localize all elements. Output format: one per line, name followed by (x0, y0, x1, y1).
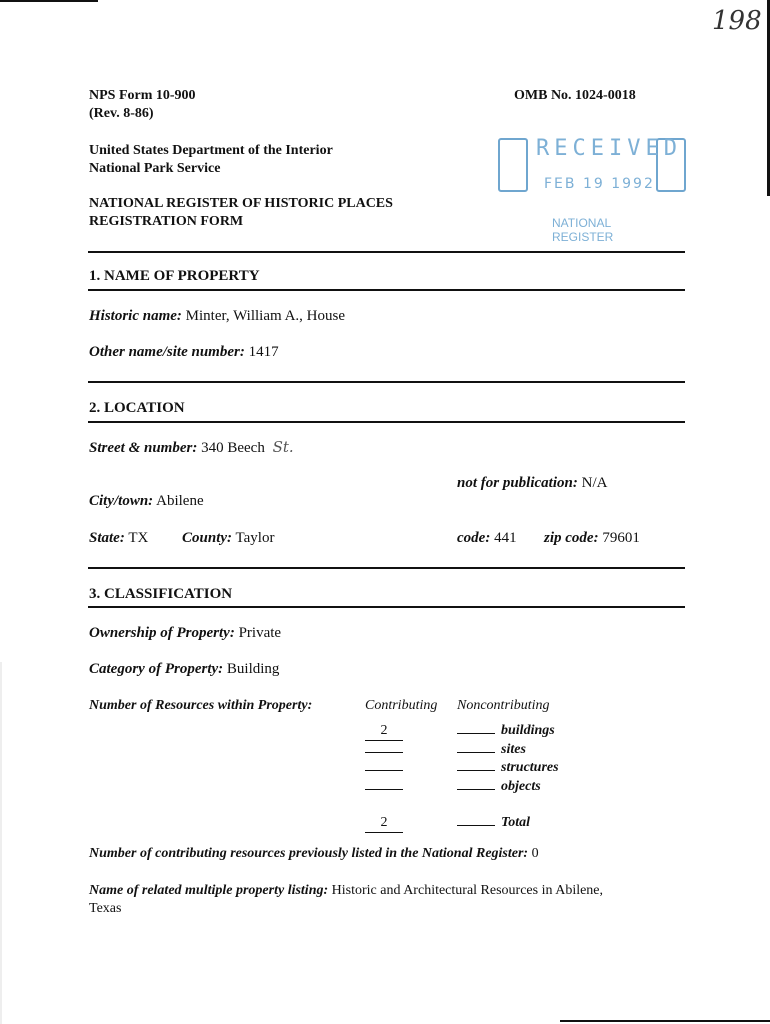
scan-edge-bottom (560, 1020, 770, 1022)
stamp-register-line1: NATIONAL (552, 216, 612, 230)
rule-section1-bottom (88, 289, 685, 291)
code-row (457, 530, 517, 547)
street-value: 340 Beech (201, 440, 265, 456)
noncontributing-total (457, 808, 495, 826)
category-value: Building (226, 661, 280, 677)
zip-label: zip code: (544, 530, 599, 546)
code-value: 441 (494, 530, 517, 546)
nfp-label: not for publication: (457, 475, 578, 491)
stamp-register-text (552, 216, 613, 244)
mpl-row (89, 883, 603, 899)
stamp-frame-left (498, 138, 528, 192)
contributing-sites (365, 735, 403, 753)
service-name: National Park Service (89, 161, 221, 176)
noncontributing-sites (457, 735, 495, 753)
contributing-structures (365, 753, 403, 771)
noncontributing-objects (457, 772, 495, 790)
historic-name-label: Historic name: (89, 308, 182, 324)
section3-heading: 3. CLASSIFICATION (89, 586, 233, 602)
scan-edge-top (0, 0, 98, 2)
rule-section2-bottom (88, 421, 685, 423)
rule-section1-top (88, 251, 685, 253)
form-number: NPS Form 10-900 (89, 88, 196, 103)
resource-label-sites: sites (501, 742, 526, 757)
resources-label: Number of Resources within Property: (89, 698, 313, 713)
city-label: City/town: (89, 493, 154, 509)
form-revision: (Rev. 8-86) (89, 106, 154, 121)
omb-number: OMB No. 1024-0018 (514, 88, 636, 103)
category-row (89, 661, 279, 678)
city-row (89, 493, 204, 510)
state-row (89, 530, 148, 547)
state-label: State: (89, 530, 125, 546)
stamp-register-line2: REGISTER (552, 230, 614, 244)
prev-listed-row (89, 846, 539, 862)
received-stamp (498, 132, 688, 252)
noncontributing-buildings (457, 716, 495, 734)
form-title-line2: REGISTRATION FORM (89, 214, 244, 229)
resource-row-objects (365, 772, 541, 795)
category-label: Category of Property: (89, 661, 224, 677)
resource-label-buildings: buildings (501, 723, 555, 738)
resource-row-total (365, 808, 530, 833)
mpl-value-line1: Historic and Architectural Resources in Abilene, (331, 883, 604, 898)
other-name-row (89, 344, 279, 361)
street-handwritten: St. (272, 438, 294, 456)
ownership-label: Ownership of Property: (89, 625, 235, 641)
state-value: TX (128, 530, 149, 546)
mpl-label: Name of related multiple property listing: (89, 883, 329, 898)
mpl-value-line2: Texas (89, 901, 122, 916)
ownership-row (89, 625, 281, 642)
other-name-label: Other name/site number: (89, 344, 245, 360)
contributing-total: 2 (365, 815, 403, 833)
rule-section3-top (88, 567, 685, 569)
county-label: County: (182, 530, 233, 546)
code-label: code: (457, 530, 491, 546)
nfp-value: N/A (581, 475, 608, 491)
col-contributing-header: Contributing (365, 698, 438, 713)
resource-label-total: Total (501, 815, 531, 830)
street-row (89, 438, 294, 457)
prev-listed-label: Number of contributing resources previously listed in the National Register: (89, 846, 529, 861)
resource-label-structures: structures (501, 760, 559, 775)
stamp-received-text: RECEIVED (536, 136, 682, 161)
other-name-value: 1417 (248, 344, 279, 360)
county-value: Taylor (235, 530, 275, 546)
historic-name-value: Minter, William A., House (185, 308, 346, 324)
zip-row (544, 530, 640, 547)
contributing-objects (365, 772, 403, 790)
city-value: Abilene (156, 493, 204, 509)
form-title-line1: NATIONAL REGISTER OF HISTORIC PLACES (89, 196, 393, 211)
col-noncontributing-header: Noncontributing (457, 698, 550, 713)
stamp-date: FEB 19 1992 (544, 176, 655, 192)
prev-listed-value: 0 (531, 846, 539, 861)
county-row (182, 530, 274, 547)
rule-section3-bottom (88, 606, 685, 608)
contributing-buildings: 2 (365, 723, 403, 741)
historic-name-row (89, 308, 345, 325)
rule-section2-top (88, 381, 685, 383)
noncontributing-structures (457, 753, 495, 771)
section1-heading: 1. NAME OF PROPERTY (89, 268, 260, 284)
scan-edge-left (0, 662, 2, 1024)
street-label: Street & number: (89, 440, 198, 456)
zip-value: 79601 (602, 530, 640, 546)
ownership-value: Private (238, 625, 282, 641)
nfp-row (457, 475, 607, 492)
department-name: United States Department of the Interior (89, 143, 333, 158)
resource-label-objects: objects (501, 779, 541, 794)
section2-heading: 2. LOCATION (89, 400, 185, 416)
handwritten-page-number: 198 (712, 6, 762, 36)
